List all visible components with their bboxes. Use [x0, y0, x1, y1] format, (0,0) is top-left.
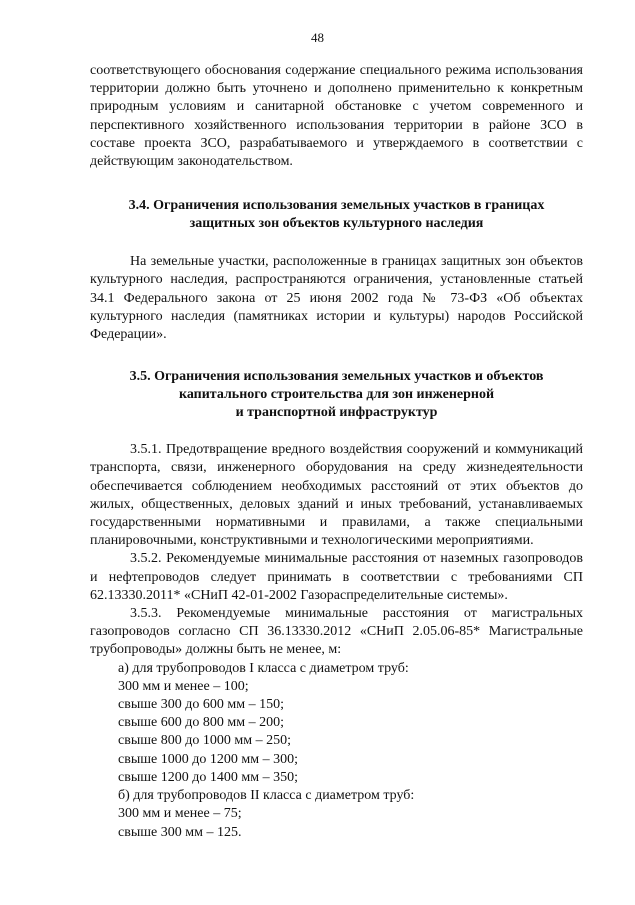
section-3-5-heading-line2: капитального строительства для зон инженерной [178, 387, 495, 403]
list-item: свыше 600 до 800 мм – 200; [118, 715, 284, 731]
list-item: 300 мм и менее – 75; [118, 806, 242, 822]
section-3-5-heading-line1: 3.5. Ограничения использования земельных участков и объектов [129, 369, 544, 385]
section-3-5-heading [90, 368, 583, 422]
section-3-4-heading-line1: 3.4. Ограничения использования земельных участков в границах [128, 198, 545, 214]
list-item: свыше 1200 до 1400 мм – 350; [118, 769, 298, 785]
list-item: свыше 300 до 600 мм – 150; [118, 697, 284, 713]
paragraph-3-5-1: 3.5.1. Предотвращение вредного воздействия сооружений и коммуникаций транспорта, связи, инженерного оборудования на среду жизнедеятельности обеспечивается соблюдением необходимых расстояний от этих объектов до жилых, общественных, деловых зданий и иных требований, устанавливаемых государственными нормативными и правилами, а также специальными планировочными, конструктивными и технологическими мероприятиями. [90, 442, 583, 549]
list-item: 300 мм и менее – 100; [118, 678, 249, 694]
paragraph-3-5-2: 3.5.2. Рекомендуемые минимальные расстояния от наземных газопроводов и нефтепроводов следует принимать в соответствии с требованиями СП 62.13330.2011* «СНиП 42-01-2002 Газораспределительные системы». [90, 551, 583, 603]
intro-paragraph: соответствующего обоснования содержание специального режима использования территории должно быть уточнено и дополнено применительно к конкретным природным условиям и санитарной обстановке с учетом современного и перспективного хозяйственного использования территории в районе ЗСО в составе проекта ЗСО, разрабатываемого и утверждаемого в соответствии с действующим законодательством. [90, 63, 583, 170]
list-item: свыше 300 мм – 125. [118, 824, 242, 840]
list-item: б) для трубопроводов II класса с диаметром труб: [118, 788, 415, 804]
paragraph-3-5-3: 3.5.3. Рекомендуемые минимальные расстояния от магистральных газопроводов согласно СП 36.13330.2012 «СНиП 2.05.06-85* Магистральные трубопроводы» должны быть не менее, м: [90, 606, 583, 658]
section-3-4-heading-line2: защитных зон объектов культурного наследия [189, 216, 484, 232]
list-item: а) для трубопроводов I класса с диаметром труб: [118, 660, 409, 676]
page-number: 48 [311, 30, 324, 45]
section-3-4-paragraph: На земельные участки, расположенные в границах защитных зон объектов культурного наследия, распространяются ограничения, установленные статьей 34.1 Федерального закона от 25 июня 2002 года № 73-ФЗ «Об объектах культурного наследия (памятниках истории и культуры) народов Российской Федерации». [90, 254, 583, 343]
list-item: свыше 800 до 1000 мм – 250; [118, 733, 291, 749]
section-3-4-heading [90, 197, 583, 233]
distance-list [90, 660, 583, 842]
page-content [90, 62, 583, 842]
list-item: свыше 1000 до 1200 мм – 300; [118, 751, 298, 767]
section-3-5-heading-line3: и транспортной инфраструктур [235, 405, 438, 421]
